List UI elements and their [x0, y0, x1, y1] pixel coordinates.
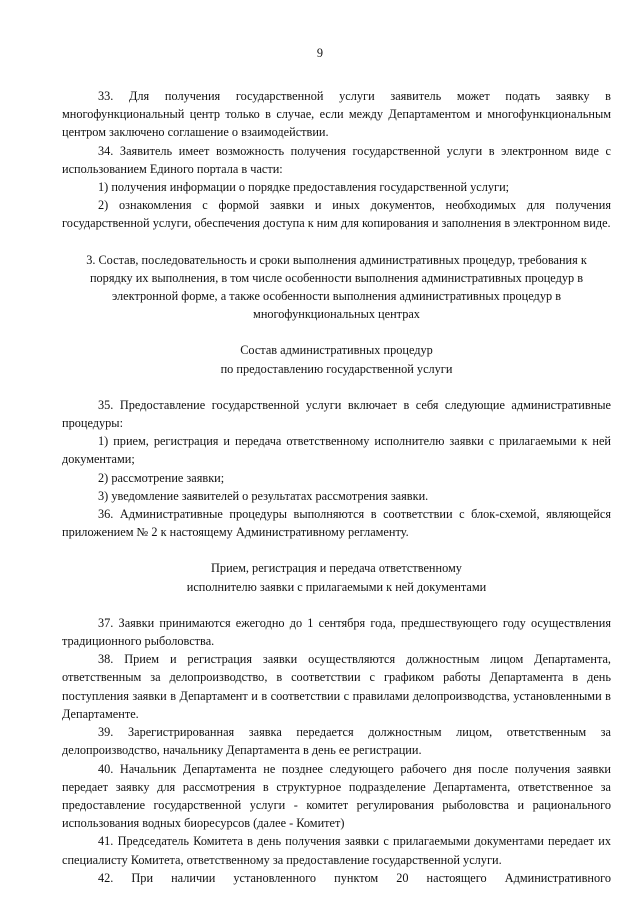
subheading-1-line1: Состав административных процедур — [240, 343, 433, 358]
paragraph-38: 38. Прием и регистрация заявки осуществляются должностным лицом Департамента, ответственным за делопроизводство, в соответствии с графиком работы Департамента в день поступления заявки в Департамент и в соответствии с правилами делопроизводства, установленными в Департаменте. — [62, 652, 611, 721]
subheading-1-line2: по предоставлению государственной услуги — [220, 361, 453, 376]
subheading-2-line1: Прием, регистрация и передача ответственному — [211, 561, 462, 576]
paragraph-36: 36. Административные процедуры выполняются в соответствии с блок-схемой, являющейся приложением № 2 к настоящему Административному регламенту. — [62, 507, 611, 540]
paragraph-34: 34. Заявитель имеет возможность получения государственной услуги в электронном виде с использованием Единого портала в части: — [62, 143, 611, 176]
paragraphs-top — [62, 87, 611, 887]
page-number: 9 — [316, 46, 324, 60]
paragraph-33: 33. Для получения государственной услуги заявитель может подать заявку в многофункциональный центр только в случае, если между Департаментом и многофункциональным центром заключено соглашение о взаимодействии. — [62, 89, 611, 140]
paragraph-41: 41. Председатель Комитета в день получения заявки с прилагаемыми документами передает их специалисту Комитета, ответственному за предоставление государственной услуги. — [62, 834, 611, 867]
list-item-2: 2) рассмотрение заявки; — [98, 470, 225, 485]
list-item-1: 1) прием, регистрация и передача ответственному исполнителю заявки с прилагаемыми к ней документами; — [62, 434, 611, 467]
paragraph-35: 35. Предоставление государственной услуги включает в себя следующие административные процедуры: — [62, 397, 611, 431]
paragraph-37: 37. Заявки принимаются ежегодно до 1 сентября года, предшествующего году осуществления традиционного рыболовства. — [62, 615, 611, 649]
paragraph-39: 39. Зарегистрированная заявка передается должностным лицом, ответственным за делопроизводство, начальнику Департамента в день ее регистрации. — [62, 725, 611, 758]
list-item-1: 1) получения информации о порядке предоставления государственной услуги; — [98, 180, 510, 195]
list-item-2: 2) ознакомления с формой заявки и иных документов, необходимых для получения государственной услуги, обеспечения доступа к ним для копирования и заполнения в электронном виде. — [62, 198, 611, 231]
subheading-2-line2: исполнителю заявки с прилагаемыми к ней документами — [186, 579, 487, 594]
paragraph-40: 40. Начальник Департамента не позднее следующего рабочего дня после получения заявки передает заявку для рассмотрения в структурное подразделение Департамента, ответственное за предоставление государственной услуги - комитет регулирования рыболовства и рационального использования водных биоресурсов (далее - Комитет) — [62, 761, 611, 831]
paragraph-42: 42. При наличии установленного пунктом 20 настоящего Административного — [98, 870, 611, 885]
list-item-3: 3) уведомление заявителей о результатах рассмотрения заявки. — [98, 488, 429, 503]
section-heading: 3. Состав, последовательность и сроки выполнения административных процедур, требования к порядку их выполнения, в том числе особенности выполнения административных процедур в электронной форме, а также особенности выполнения административных процедур в многофункциональных центрах — [86, 252, 587, 322]
